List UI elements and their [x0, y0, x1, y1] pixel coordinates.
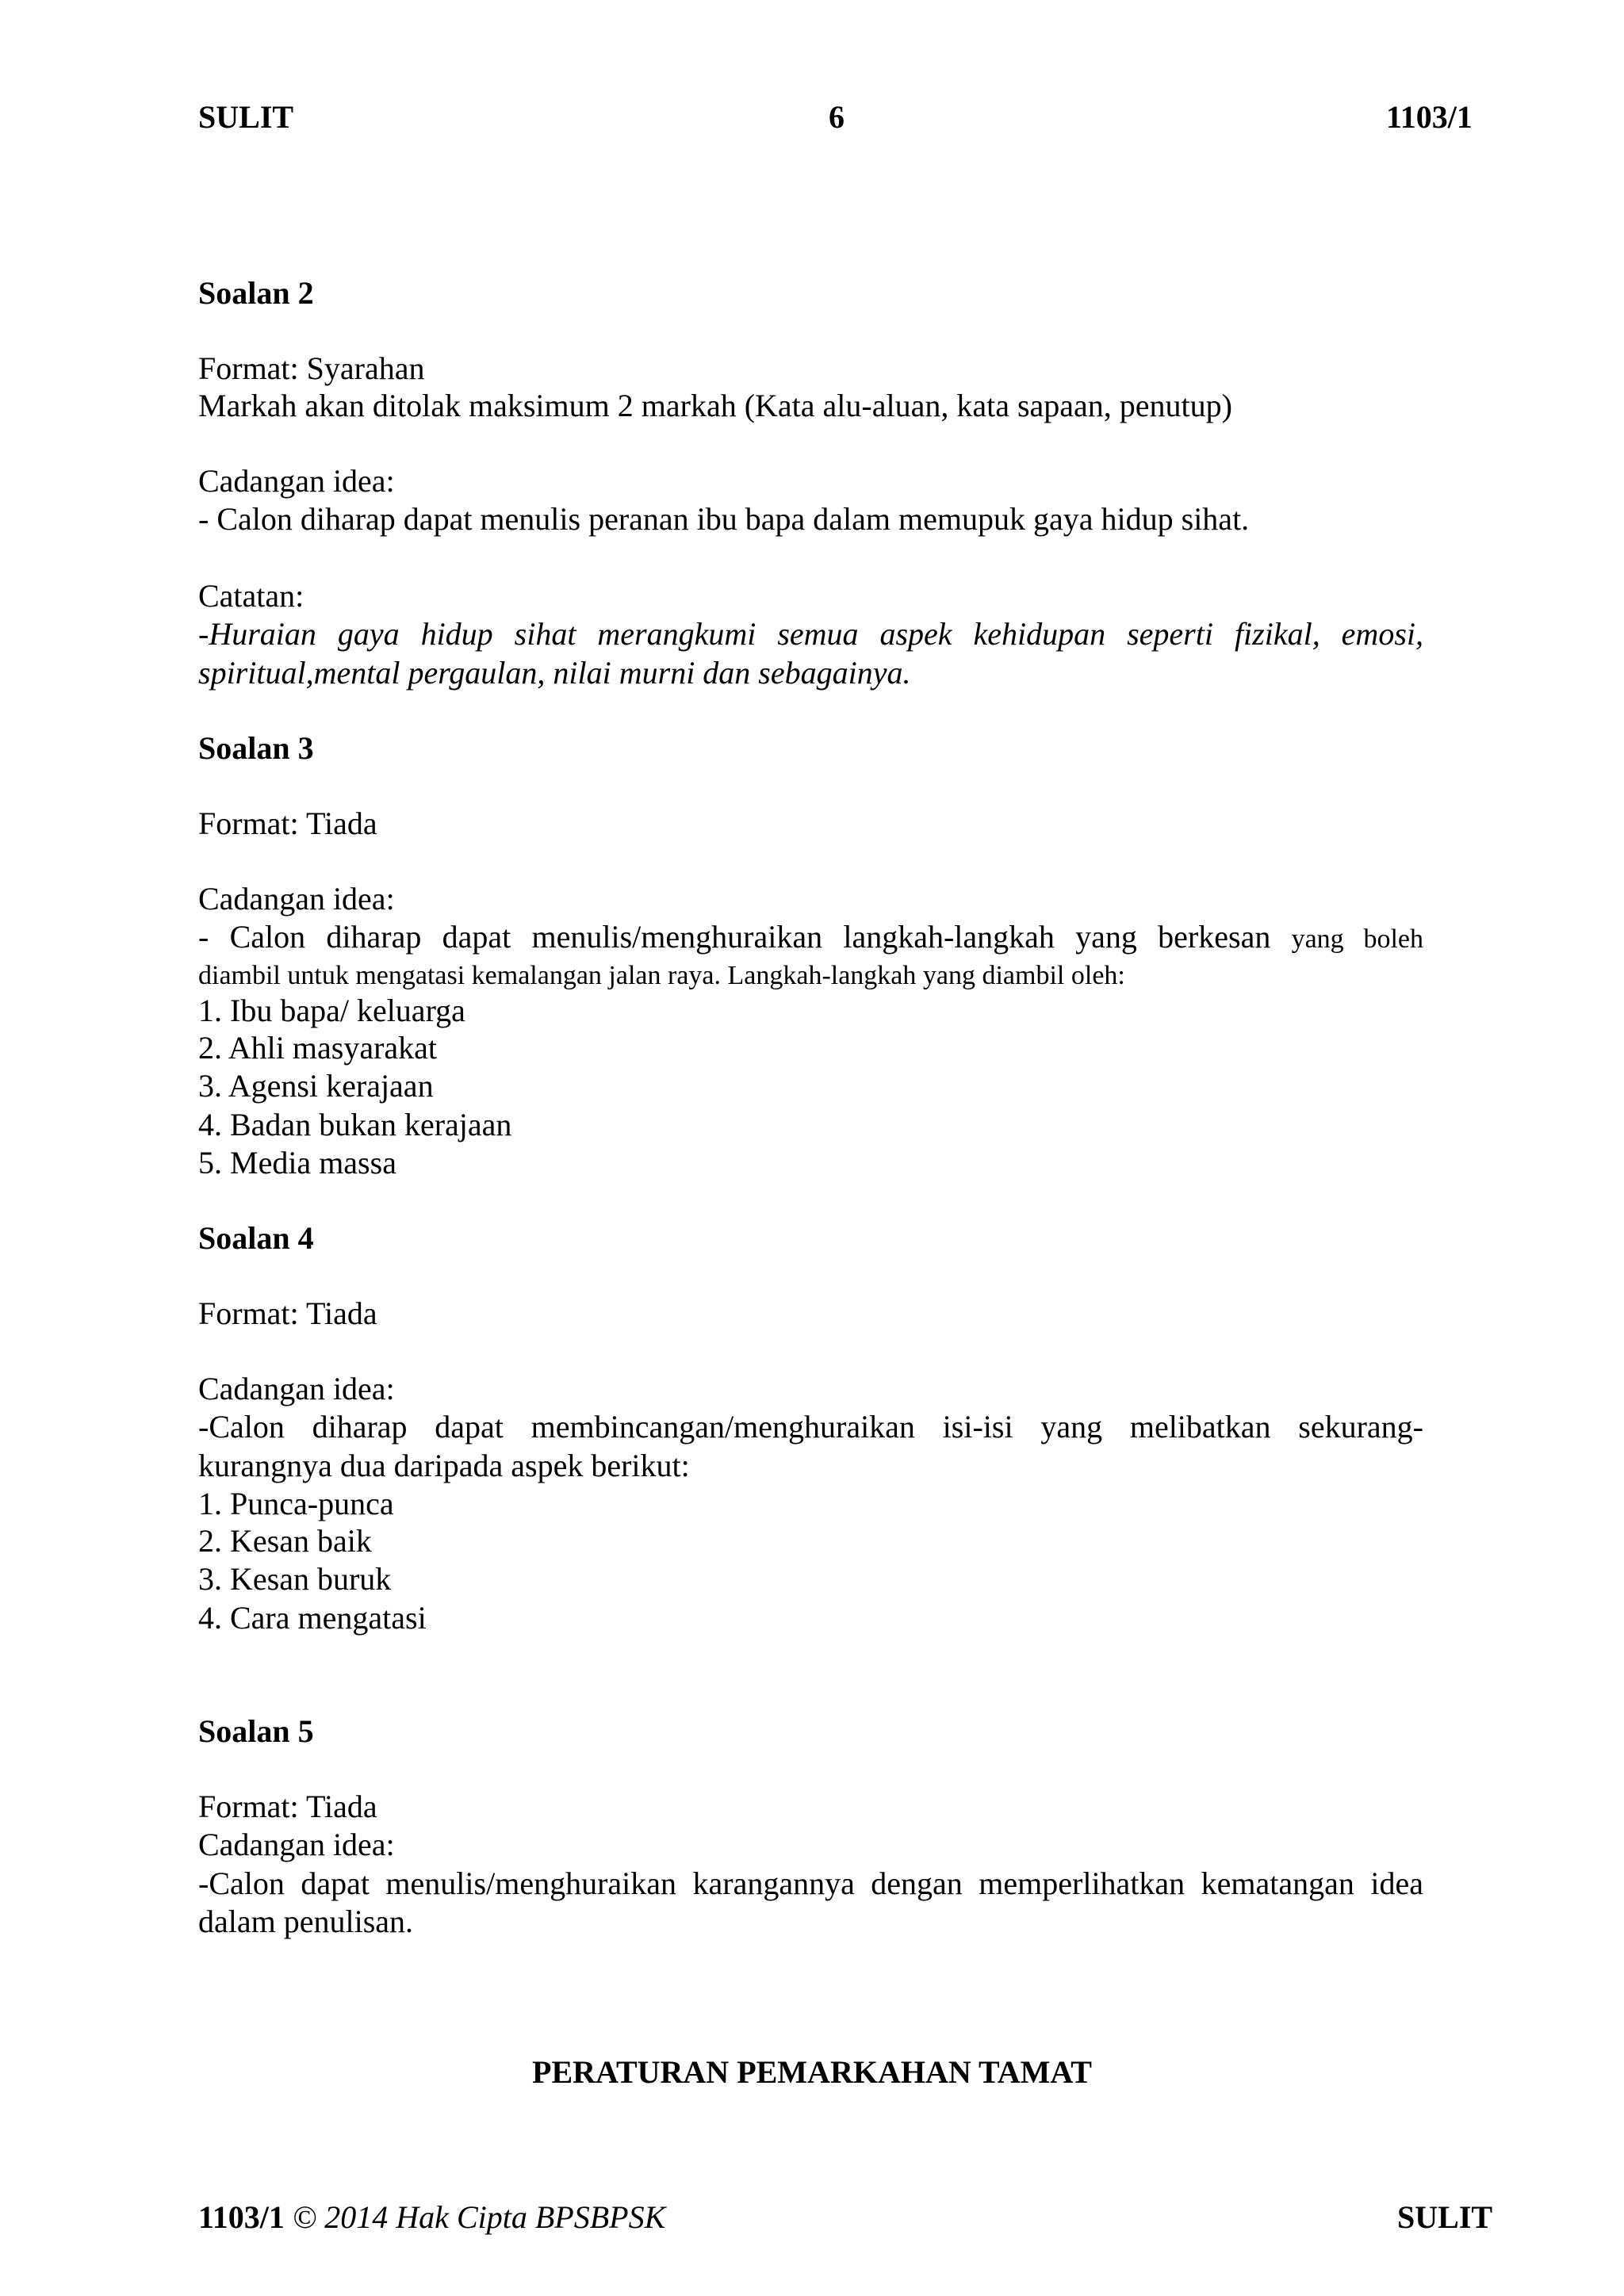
idea-text-small: yang boleh — [1291, 924, 1423, 954]
footer-paper-code: 1103/1 — [198, 2199, 285, 2235]
format-line: Format: Tiada — [198, 1295, 377, 1331]
catatan-text-line-2: spiritual,mental pergaulan, nilai murni dan sebagainya. — [198, 655, 911, 691]
idea-text-line-1: -Calon dapat menulis/menghuraikan karangannya dengan memperlihatkan kematangan idea — [198, 1866, 1423, 1901]
idea-text-line-1: -Calon diharap dapat membincangan/menghuraikan isi-isi yang melibatkan sekurang- — [198, 1409, 1423, 1445]
header-paper-code: 1103/1 — [1386, 99, 1473, 135]
page-number: 6 — [829, 99, 845, 135]
idea-label: Cadangan idea: — [198, 1827, 395, 1862]
idea-text-line-2: dalam penulisan. — [198, 1904, 414, 1939]
section-title: Soalan 3 — [198, 730, 314, 766]
idea-label: Cadangan idea: — [198, 463, 395, 499]
list-item: 4. Cara mengatasi — [198, 1600, 427, 1636]
section-title: Soalan 2 — [198, 275, 314, 311]
section-title: Soalan 5 — [198, 1713, 314, 1749]
catatan-text-line-1: -Huraian gaya hidup sihat merangkumi semua aspek kehidupan seperti fizikal, emosi, — [198, 616, 1423, 652]
format-line: Format: Syarahan — [198, 350, 425, 386]
list-item: 4. Badan bukan kerajaan — [198, 1107, 512, 1142]
idea-text-line-1 — [198, 918, 1423, 958]
idea-text-line-2: kurangnya dua daripada aspek berikut: — [198, 1448, 690, 1483]
header-classification: SULIT — [198, 99, 294, 135]
list-item: 3. Kesan buruk — [198, 1561, 392, 1597]
footer-classification: SULIT — [1397, 2199, 1493, 2235]
list-item: 5. Media massa — [198, 1145, 396, 1181]
list-item: 3. Agensi kerajaan — [198, 1068, 434, 1104]
format-line: Format: Tiada — [198, 806, 377, 841]
idea-text-line-2: diambil untuk mengatasi kemalangan jalan raya. Langkah-langkah yang diambil oleh: — [198, 961, 1125, 990]
list-item: 1. Ibu bapa/ keluarga — [198, 993, 465, 1028]
idea-text-main: - Calon diharap dapat menulis/menghuraikan langkah-langkah yang berkesan — [198, 919, 1271, 955]
footer-left — [198, 2198, 665, 2236]
section-title: Soalan 4 — [198, 1220, 314, 1256]
idea-label: Cadangan idea: — [198, 881, 395, 916]
idea-text: - Calon diharap dapat menulis peranan ibu bapa dalam memupuk gaya hidup sihat. — [198, 501, 1250, 537]
footer-copyright: © 2014 Hak Cipta BPSBPSK — [292, 2199, 666, 2235]
list-item: 1. Punca-punca — [198, 1486, 394, 1521]
idea-label: Cadangan idea: — [198, 1371, 395, 1406]
end-note: PERATURAN PEMARKAHAN TAMAT — [532, 2054, 1092, 2090]
list-item: 2. Kesan baik — [198, 1523, 372, 1559]
deduction-note: Markah akan ditolak maksimum 2 markah (Kata alu-aluan, kata sapaan, penutup) — [198, 388, 1232, 423]
catatan-label: Catatan: — [198, 578, 304, 614]
list-item: 2. Ahli masyarakat — [198, 1030, 438, 1066]
format-line: Format: Tiada — [198, 1789, 377, 1824]
